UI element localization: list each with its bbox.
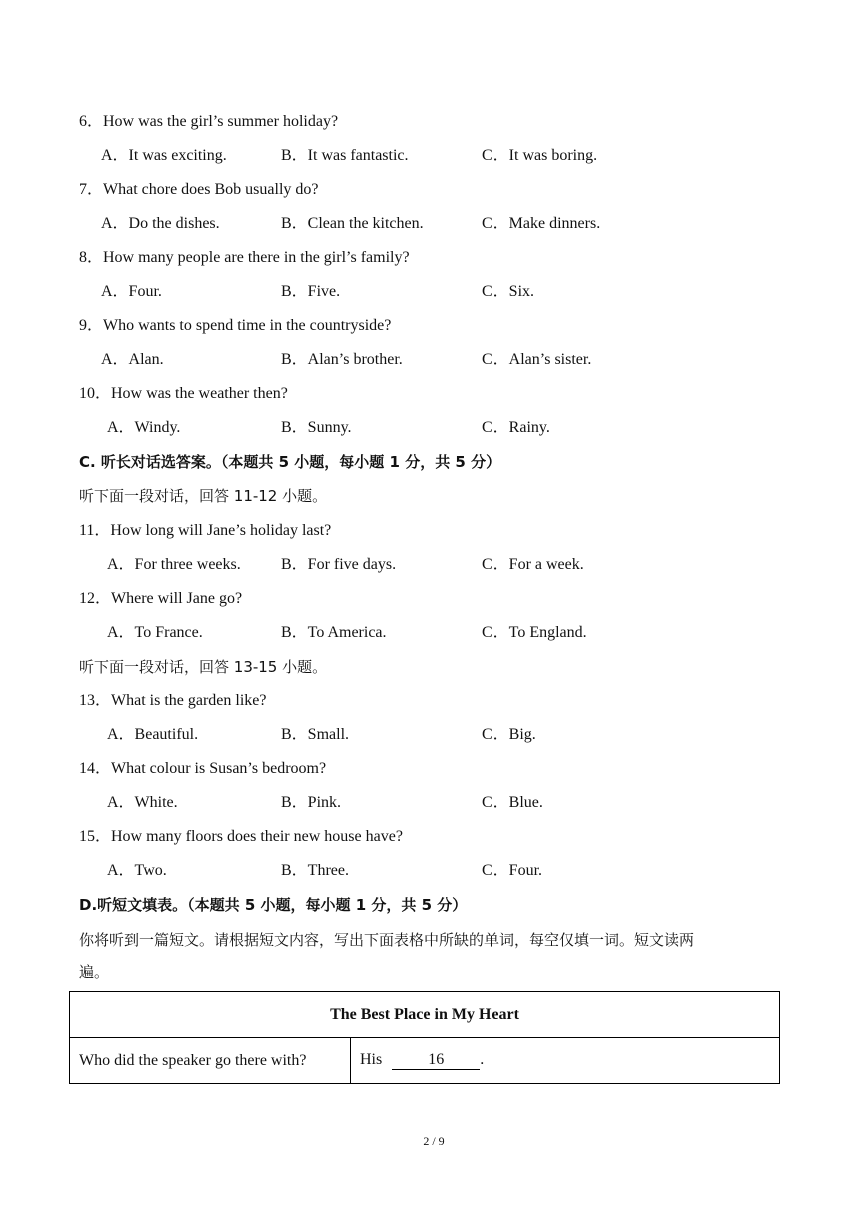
section-d-instruction-1: 你将听到一篇短文。请根据短文内容，写出下面表格中所缺的单词，每空仅填一词。短文读两 bbox=[79, 931, 695, 949]
option-15a: A．Two. bbox=[107, 862, 167, 879]
section-c-intro-2: 听下面一段对话，回答 13-15 小题。 bbox=[79, 658, 328, 676]
option-8b: B．Five. bbox=[281, 283, 341, 300]
section-d-instruction-2: 遍。 bbox=[79, 963, 110, 981]
option-8a: A．Four. bbox=[101, 283, 162, 300]
answer-blank-16[interactable]: 16 bbox=[392, 1051, 480, 1070]
table-answer-cell bbox=[351, 1038, 780, 1084]
option-9b: B．Alan’s brother. bbox=[281, 351, 403, 368]
question-10: 10．How was the weather then? bbox=[79, 385, 288, 402]
option-8c: C．Six. bbox=[482, 283, 535, 300]
option-14b: B．Pink. bbox=[281, 794, 342, 811]
option-13a: A．Beautiful. bbox=[107, 726, 199, 743]
option-7b: B．Clean the kitchen. bbox=[281, 215, 424, 232]
option-11a: A．For three weeks. bbox=[107, 556, 241, 573]
question-13: 13．What is the garden like? bbox=[79, 692, 267, 709]
option-10a: A．Windy. bbox=[107, 419, 181, 436]
question-14: 14．What colour is Susan’s bedroom? bbox=[79, 760, 327, 777]
option-6a: A．It was exciting. bbox=[101, 147, 227, 164]
section-d-title: D.听短文填表。（本题共 5 小题，每小题 1 分，共 5 分） bbox=[79, 896, 468, 914]
option-6b: B．It was fantastic. bbox=[281, 147, 409, 164]
option-14c: C．Blue. bbox=[482, 794, 543, 811]
fill-table bbox=[69, 991, 780, 1084]
option-11c: C．For a week. bbox=[482, 556, 584, 573]
option-9a: A．Alan. bbox=[101, 351, 164, 368]
option-11b: B．For five days. bbox=[281, 556, 397, 573]
option-10b: B．Sunny. bbox=[281, 419, 352, 436]
section-c-intro-1: 听下面一段对话，回答 11-12 小题。 bbox=[79, 487, 328, 505]
section-c-title: C. 听长对话选答案。（本题共 5 小题，每小题 1 分，共 5 分） bbox=[79, 453, 502, 471]
option-10c: C．Rainy. bbox=[482, 419, 550, 436]
option-14a: A．White. bbox=[107, 794, 178, 811]
option-12a: A．To France. bbox=[107, 624, 203, 641]
option-9c: C．Alan’s sister. bbox=[482, 351, 592, 368]
question-12: 12．Where will Jane go? bbox=[79, 590, 243, 607]
option-7c: C．Make dinners. bbox=[482, 215, 601, 232]
option-15b: B．Three. bbox=[281, 862, 349, 879]
question-15: 15．How many floors does their new house have? bbox=[79, 828, 403, 845]
question-6: 6．How was the girl’s summer holiday? bbox=[79, 113, 339, 130]
option-13b: B．Small. bbox=[281, 726, 350, 743]
option-6c: C．It was boring. bbox=[482, 147, 598, 164]
answer-prefix: His bbox=[360, 1051, 383, 1068]
option-15c: C．Four. bbox=[482, 862, 543, 879]
answer-suffix: . bbox=[480, 1051, 485, 1068]
table-heading: The Best Place in My Heart bbox=[70, 992, 780, 1038]
question-8: 8．How many people are there in the girl’s family? bbox=[79, 249, 410, 266]
option-12b: B．To America. bbox=[281, 624, 387, 641]
question-9: 9．Who wants to spend time in the countryside? bbox=[79, 317, 392, 334]
question-7: 7．What chore does Bob usually do? bbox=[79, 181, 319, 198]
page-number: 2 / 9 bbox=[423, 1134, 445, 1148]
option-12c: C．To England. bbox=[482, 624, 587, 641]
table-row-label: Who did the speaker go there with? bbox=[70, 1038, 351, 1084]
question-11: 11．How long will Jane’s holiday last? bbox=[79, 522, 332, 539]
option-13c: C．Big. bbox=[482, 726, 536, 743]
option-7a: A．Do the dishes. bbox=[101, 215, 220, 232]
